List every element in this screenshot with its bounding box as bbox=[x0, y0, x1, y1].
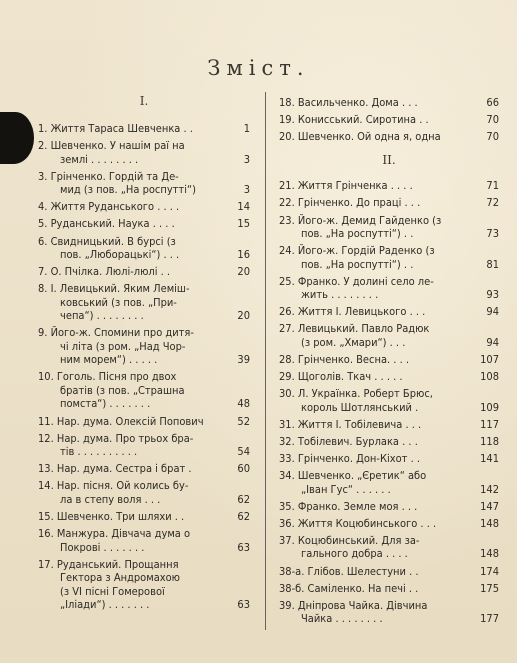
section-heading-2: II. bbox=[382, 153, 396, 168]
toc-entry-line bbox=[279, 565, 499, 579]
toc-entry-line bbox=[279, 275, 499, 289]
toc-entry-text: 27. Левицький. Павло Радюк bbox=[279, 322, 430, 336]
toc-entry-line bbox=[279, 305, 499, 319]
section-heading-1: I. bbox=[139, 94, 149, 108]
toc-entry-line bbox=[38, 153, 250, 167]
toc-entry-line bbox=[279, 500, 499, 514]
toc-entry-line bbox=[38, 462, 250, 476]
toc-entry-text: тів . . . . . . . . . . bbox=[60, 445, 138, 459]
toc-entry-text: 15. Шевченко. Три шляхи . . bbox=[38, 509, 185, 523]
toc-entry bbox=[38, 139, 250, 166]
toc-entry-page: 107 bbox=[480, 353, 499, 366]
toc-entry-text: 35. Франко. Земле моя . . . bbox=[279, 499, 418, 513]
toc-entry-line bbox=[38, 282, 250, 296]
toc-entry-page: 20 bbox=[237, 265, 250, 279]
toc-entry-line bbox=[279, 336, 499, 350]
toc-entry-line bbox=[279, 227, 499, 241]
toc-entry-text: пов. „Люборацькі“) . . . bbox=[60, 248, 180, 261]
toc-entry bbox=[279, 179, 499, 193]
toc-entry-text: 33. Грінченко. Дон-Кіхот . . bbox=[279, 452, 420, 465]
toc-entry-line bbox=[279, 469, 499, 483]
toc-entry-text: 8. І. Левицький. Яким Леміш- bbox=[38, 282, 190, 296]
toc-entry-line bbox=[38, 183, 250, 197]
toc-entry-line bbox=[38, 527, 250, 541]
toc-entry-page: 72 bbox=[486, 196, 499, 210]
toc-entry bbox=[38, 462, 250, 476]
toc-entry-line bbox=[38, 571, 250, 585]
toc-entry-text: 19. Конисський. Сиротина . . bbox=[279, 113, 429, 127]
toc-entry-text: 13. Нар. дума. Сестра і брат . bbox=[38, 462, 192, 476]
toc-entry bbox=[38, 370, 250, 411]
toc-entry-text: 34. Шевченко. „Єретик“ або bbox=[279, 469, 427, 483]
toc-entry bbox=[38, 265, 250, 279]
toc-entry-text: 6. Свидницький. В бурсі (з bbox=[38, 234, 176, 248]
toc-entry-text: пов. „На роспутті“) . . bbox=[301, 227, 414, 240]
toc-entry bbox=[279, 599, 499, 626]
toc-entry-line bbox=[279, 214, 499, 228]
toc-entry-page: 109 bbox=[480, 400, 499, 414]
toc-entry-text: Чайка . . . . . . . . bbox=[301, 612, 383, 626]
toc-entry-page: 20 bbox=[237, 309, 250, 323]
toc-entry-text: 2. Шевченко. У нашім раї на bbox=[38, 139, 185, 153]
toc-entry-line bbox=[279, 130, 499, 144]
toc-entry-line bbox=[38, 139, 250, 153]
toc-entry-text: мид (з пов. „На роспутті“) bbox=[60, 183, 196, 197]
toc-entry-text: Покрові . . . . . . . bbox=[60, 540, 145, 554]
toc-entry-page: 108 bbox=[480, 370, 499, 384]
toc-entry-line bbox=[38, 326, 250, 340]
page-title: Зміст. bbox=[207, 56, 310, 80]
toc-entry-line bbox=[38, 170, 250, 184]
toc-entry-line bbox=[279, 483, 499, 497]
toc-entry-line bbox=[279, 517, 499, 531]
toc-entry bbox=[279, 387, 499, 414]
toc-entry-text: „Іліади“) . . . . . . . bbox=[60, 598, 150, 612]
toc-entry-line bbox=[279, 401, 499, 415]
toc-entry-page: 73 bbox=[486, 227, 499, 240]
toc-entry bbox=[279, 565, 499, 579]
toc-entry-text: 29. Щоголів. Ткач . . . . . bbox=[279, 370, 403, 384]
toc-entry-page: 62 bbox=[237, 509, 250, 523]
toc-entry-line bbox=[38, 510, 250, 524]
toc-entry-text: 28. Грінченко. Весна. . . . bbox=[279, 353, 409, 366]
toc-entry-page: 148 bbox=[480, 547, 499, 561]
toc-entry-text: землі . . . . . . . . bbox=[60, 152, 139, 166]
toc-entry-text: 24. Його-ж. Гордій Раденко (з bbox=[279, 244, 435, 258]
toc-entry-line bbox=[279, 353, 499, 367]
toc-entry-text: 16. Манжура. Дівчача дума о bbox=[38, 527, 191, 540]
toc-entry-line bbox=[279, 612, 499, 626]
toc-entry-page: 147 bbox=[480, 499, 499, 513]
toc-entry-line bbox=[38, 598, 250, 612]
toc-entry-page: 54 bbox=[237, 445, 250, 459]
toc-entry-text: 20. Шевченко. Ой одна я, одна bbox=[279, 130, 441, 144]
toc-entry-page: 70 bbox=[486, 113, 499, 127]
toc-entry-page: 94 bbox=[486, 335, 499, 349]
toc-entry bbox=[279, 435, 499, 449]
toc-entry-line bbox=[38, 384, 250, 398]
toc-entry-page: 175 bbox=[480, 581, 499, 595]
toc-entry-text: 37. Коцюбинський. Для за- bbox=[279, 533, 420, 547]
toc-entry bbox=[279, 130, 499, 144]
toc-entry bbox=[279, 322, 499, 349]
toc-entry-text: (з VI пісні Гомерової bbox=[60, 584, 165, 598]
toc-entry bbox=[38, 558, 250, 612]
toc-entry-page: 93 bbox=[486, 288, 499, 302]
toc-entry-page: 63 bbox=[237, 540, 250, 554]
toc-entry-text: братів (з пов. „Страшна bbox=[60, 383, 185, 397]
toc-entry-text: ла в степу воля . . . bbox=[60, 492, 161, 506]
toc-entry-text: 31. Життя І. Тобілевича . . . bbox=[279, 417, 422, 431]
toc-entry-line bbox=[38, 445, 250, 459]
toc-entry-text: „Іван Гус“ . . . . . . bbox=[301, 482, 391, 496]
toc-entry-page: 14 bbox=[237, 200, 250, 214]
toc-entry-line bbox=[279, 288, 499, 302]
toc-entry-line bbox=[279, 435, 499, 449]
toc-entry-text: 25. Франко. У долині село ле- bbox=[279, 274, 434, 288]
toc-entry bbox=[279, 244, 499, 271]
toc-entry-line bbox=[279, 534, 499, 548]
toc-entry-page: 174 bbox=[480, 564, 499, 578]
toc-entry-line bbox=[38, 415, 250, 429]
toc-entry-line bbox=[38, 265, 250, 279]
toc-entry-line bbox=[38, 217, 250, 231]
toc-entry-text: помста“) . . . . . . . bbox=[60, 397, 151, 411]
toc-entry bbox=[279, 353, 499, 367]
toc-entry-page: 70 bbox=[486, 130, 499, 144]
toc-entry-text: 39. Дніпрова Чайка. Дівчина bbox=[279, 598, 428, 612]
toc-entry-line bbox=[38, 479, 250, 493]
toc-entry-text: 1. Життя Тараса Шевченка . . bbox=[38, 122, 193, 135]
toc-entry bbox=[38, 217, 250, 231]
toc-entry-page: 71 bbox=[486, 179, 499, 193]
toc-entry-page: 62 bbox=[237, 492, 250, 506]
toc-entry bbox=[279, 517, 499, 531]
toc-entry-text: гального добра . . . . bbox=[301, 547, 408, 561]
toc-entry bbox=[38, 200, 250, 214]
toc-entry bbox=[279, 96, 499, 110]
toc-entry-page: 142 bbox=[480, 482, 499, 496]
toc-entry-text: 12. Нар. дума. Про трьох бра- bbox=[38, 431, 194, 445]
toc-entry-line bbox=[38, 248, 250, 262]
toc-entry-page: 94 bbox=[486, 305, 499, 319]
toc-entry-line bbox=[279, 322, 499, 336]
toc-entry-text: 26. Життя І. Левицького . . . bbox=[279, 305, 426, 319]
toc-entry-line bbox=[38, 397, 250, 411]
toc-entry-line bbox=[279, 370, 499, 384]
toc-entry-text: 10. Гоголь. Пісня про двох bbox=[38, 370, 177, 384]
toc-entry bbox=[38, 235, 250, 262]
toc-entry-text: король Шотлянський . bbox=[301, 400, 419, 414]
ink-stain bbox=[0, 112, 34, 164]
toc-entry bbox=[279, 534, 499, 561]
toc-entry bbox=[279, 214, 499, 241]
toc-entry bbox=[279, 305, 499, 319]
toc-entry bbox=[38, 415, 250, 429]
toc-entry bbox=[38, 479, 250, 506]
toc-entry-line bbox=[38, 235, 250, 249]
toc-entry-text: пов. „На роспутті“) . . bbox=[301, 257, 414, 271]
toc-entry-line bbox=[279, 244, 499, 258]
toc-entry-line bbox=[279, 96, 499, 110]
toc-entry-line bbox=[279, 179, 499, 193]
toc-entry-page: 3 bbox=[243, 152, 250, 166]
toc-entry bbox=[38, 527, 250, 554]
toc-entry-page: 60 bbox=[237, 462, 250, 476]
toc-entry-text: чі літа (з ром. „Над Чор- bbox=[60, 339, 186, 353]
toc-entry-text: 11. Нар. дума. Олексій Попович bbox=[38, 414, 204, 428]
toc-entry bbox=[38, 282, 250, 323]
toc-entry-line bbox=[279, 452, 499, 466]
toc-entry bbox=[279, 418, 499, 432]
toc-entry-text: 17. Руданський. Прощання bbox=[38, 557, 179, 571]
toc-entry-page: 81 bbox=[486, 257, 499, 271]
toc-entry-page: 15 bbox=[237, 217, 250, 231]
column-divider bbox=[265, 92, 266, 630]
toc-entry bbox=[279, 582, 499, 596]
toc-entry-page: 48 bbox=[237, 397, 250, 411]
toc-entry bbox=[279, 275, 499, 302]
toc-entry-line bbox=[38, 309, 250, 323]
toc-entry-text: 18. Васильченко. Дома . . . bbox=[279, 96, 418, 109]
toc-entry-line bbox=[38, 493, 250, 507]
toc-entry bbox=[38, 432, 250, 459]
toc-entry-line bbox=[38, 558, 250, 572]
toc-entry bbox=[279, 469, 499, 496]
toc-entry-text: 32. Тобілевич. Бурлака . . . bbox=[279, 434, 418, 448]
toc-entry bbox=[279, 370, 499, 384]
toc-entry-line bbox=[38, 432, 250, 446]
toc-entry-line bbox=[38, 296, 250, 310]
toc-entry-page: 39 bbox=[237, 353, 250, 367]
toc-entry-text: 36. Життя Коцюбинського . . . bbox=[279, 516, 437, 530]
toc-entry-page: 141 bbox=[480, 452, 499, 465]
toc-entry bbox=[279, 500, 499, 514]
toc-entry-text: чепа“) . . . . . . . . bbox=[60, 309, 144, 323]
toc-entry bbox=[38, 170, 250, 197]
toc-entry-page: 3 bbox=[243, 183, 250, 197]
toc-entry-line bbox=[279, 258, 499, 272]
toc-entry bbox=[279, 196, 499, 210]
toc-entry-line bbox=[38, 340, 250, 354]
toc-entry-page: 117 bbox=[480, 417, 499, 431]
toc-entry bbox=[38, 510, 250, 524]
toc-entry-text: 4. Життя Руданського . . . . bbox=[38, 200, 180, 214]
toc-entry-page: 66 bbox=[486, 96, 499, 109]
toc-entry-text: 14. Нар. пісня. Ой колись бу- bbox=[38, 479, 189, 493]
toc-entry bbox=[279, 113, 499, 127]
toc-entry-line bbox=[279, 547, 499, 561]
toc-entry bbox=[38, 122, 250, 136]
toc-entry-text: 38-а. Глібов. Шелестуни . . bbox=[279, 564, 419, 578]
toc-entry-text: 21. Життя Грінченка . . . . bbox=[279, 179, 413, 193]
toc-entry-text: 30. Л. Українка. Роберт Брюс, bbox=[279, 387, 433, 401]
toc-entry-page: 118 bbox=[480, 434, 499, 448]
toc-entry-line bbox=[279, 599, 499, 613]
toc-entry-text: ним морем“) . . . . . bbox=[60, 353, 158, 367]
toc-entry-text: жить . . . . . . . . bbox=[301, 288, 379, 302]
toc-entry bbox=[279, 452, 499, 466]
toc-entry-line bbox=[279, 418, 499, 432]
toc-entry-line bbox=[279, 113, 499, 127]
toc-entry-text: (з ром. „Хмари“) . . . bbox=[301, 335, 406, 349]
toc-entry-page: 177 bbox=[480, 612, 499, 626]
toc-entry-line bbox=[279, 196, 499, 210]
toc-entry-text: 22. Грінченко. До праці . . . bbox=[279, 196, 421, 210]
toc-entry-text: 9. Його-ж. Спомини про дитя- bbox=[38, 326, 194, 340]
toc-entry-text: 3. Грінченко. Гордій та Де- bbox=[38, 169, 179, 183]
toc-entry-text: Гектора з Андромахою bbox=[60, 571, 181, 585]
toc-entry bbox=[38, 326, 250, 367]
toc-entry-page: 1 bbox=[243, 122, 250, 135]
toc-entry-line bbox=[38, 585, 250, 599]
toc-entry-line bbox=[279, 582, 499, 596]
toc-entry-text: ковський (з пов. „При- bbox=[60, 295, 177, 309]
toc-entry-page: 148 bbox=[480, 516, 499, 530]
toc-entry-text: 23. Його-ж. Демид Гайденко (з bbox=[279, 213, 442, 227]
toc-entry-line bbox=[38, 541, 250, 555]
toc-entry-line bbox=[38, 122, 250, 136]
toc-entry-page: 63 bbox=[237, 598, 250, 612]
toc-entry-text: 5. Руданський. Наука . . . . bbox=[38, 217, 175, 231]
toc-entry-line bbox=[38, 353, 250, 367]
toc-entry-page: 52 bbox=[237, 414, 250, 428]
toc-entry-text: 7. О. Пчілка. Люлі-люлі . . bbox=[38, 265, 171, 279]
toc-entry-page: 16 bbox=[237, 248, 250, 261]
toc-entry-line bbox=[279, 387, 499, 401]
toc-entry-text: 38-б. Саміленко. На печі . . bbox=[279, 581, 419, 595]
toc-entry-line bbox=[38, 370, 250, 384]
toc-entry-line bbox=[38, 200, 250, 214]
